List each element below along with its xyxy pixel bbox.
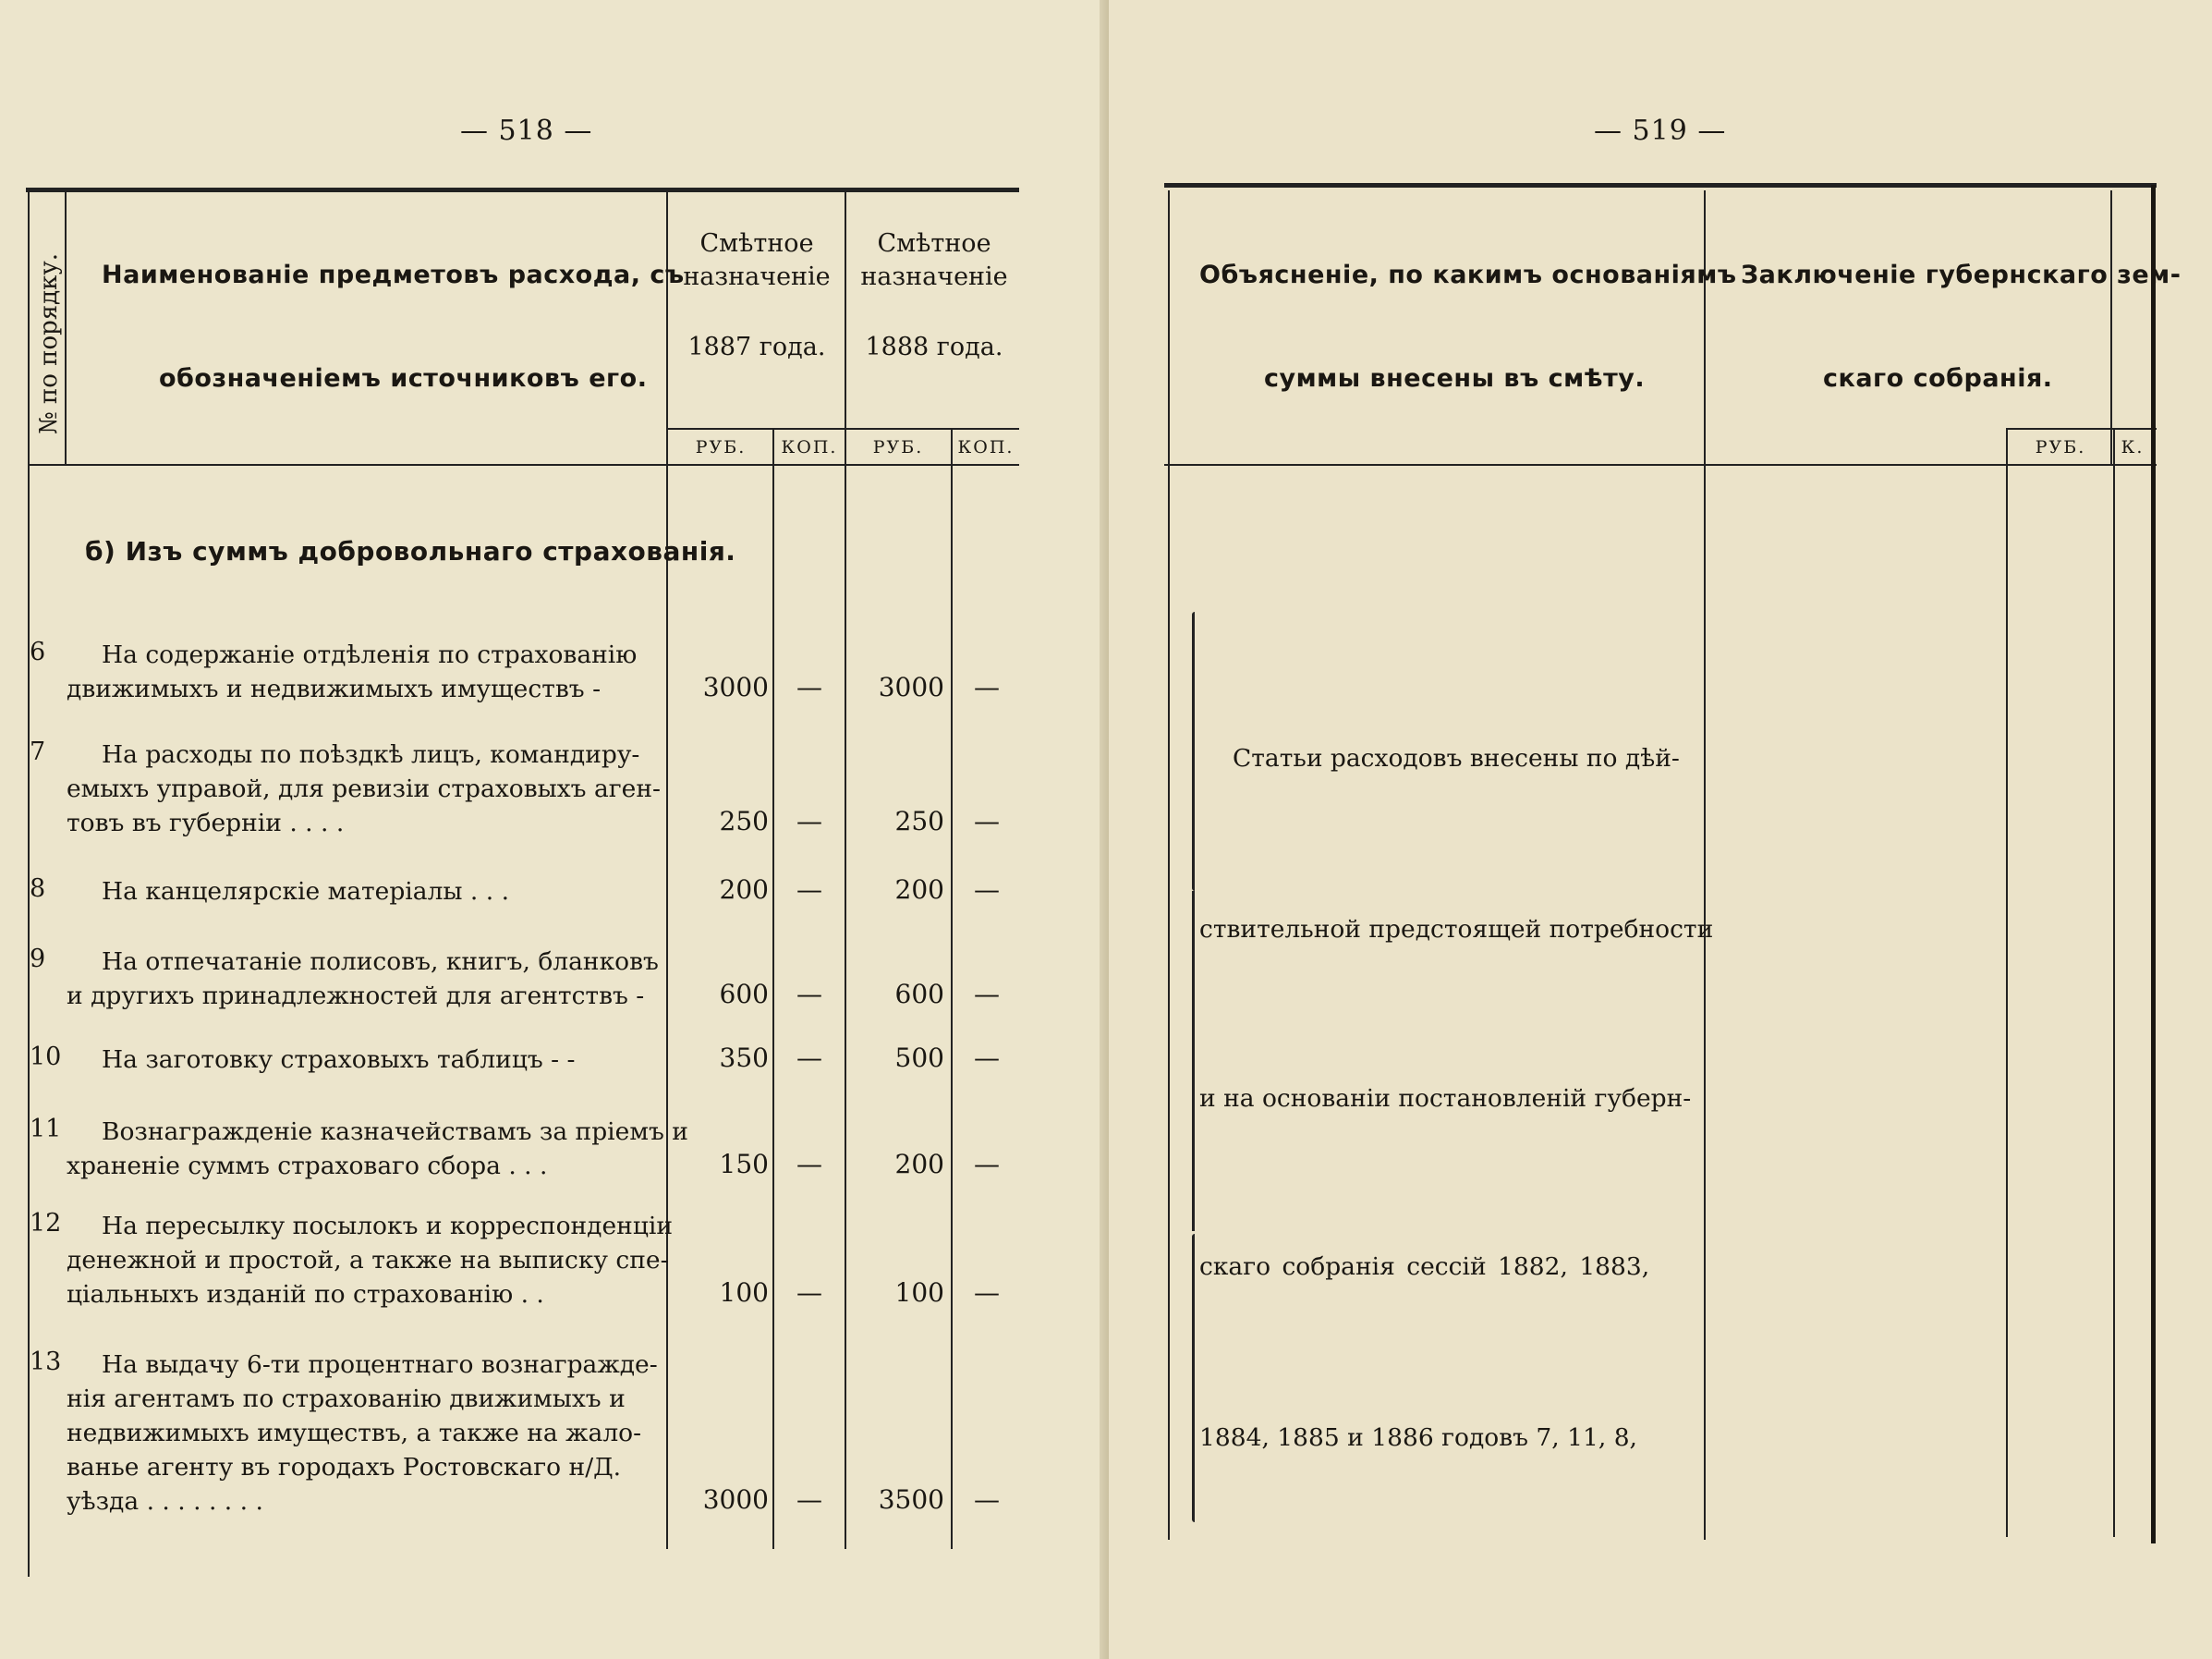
explanation-line-1: Статьи расходовъ внесены по дѣй- bbox=[1233, 744, 1680, 773]
row-text-line: ціальныхъ изданій по страхованію . . bbox=[67, 1280, 544, 1309]
explanation-line-4: скаго собранія сессій 1882, 1883, bbox=[1199, 1252, 1650, 1281]
row-text-line: ванье агенту въ городахъ Ростовскаго н/Д. bbox=[67, 1453, 622, 1482]
name-column-header-line1: Наименованіе предметовъ расхода, съ bbox=[102, 261, 685, 289]
explanation-column-divider bbox=[1704, 190, 1706, 1540]
k-column-divider bbox=[2113, 428, 2115, 1537]
page-number: — 518 — bbox=[460, 115, 593, 147]
value-1887-rub: 350 bbox=[719, 1043, 769, 1073]
row-text-line: нія агентамъ по страхованію движимыхъ и bbox=[67, 1385, 626, 1413]
row-text-line: Вознагражденіе казначействамъ за пріемъ и bbox=[102, 1117, 688, 1146]
col-1887-header-l3: 1887 года. bbox=[687, 333, 826, 361]
col-1888-header-l1: Смѣтное bbox=[877, 229, 991, 258]
subheader-rule bbox=[2007, 428, 2157, 430]
row-text-line: денежной и простой, а также на выписку спе- bbox=[67, 1246, 669, 1275]
row-number: 7 bbox=[30, 738, 46, 766]
right-order-divider bbox=[2110, 190, 2112, 464]
right-page bbox=[1109, 0, 2212, 1659]
value-1888-kop: — bbox=[974, 1043, 1000, 1073]
value-1887-kop: — bbox=[796, 1277, 822, 1308]
table-top-rule bbox=[1164, 183, 2157, 188]
row-text-line: На пересылку посылокъ и корреспонденціи bbox=[102, 1212, 674, 1240]
row-text-line: товъ въ губерніи . . . . bbox=[67, 809, 345, 837]
value-1888-rub: 3000 bbox=[878, 672, 944, 702]
value-1887-rub: 100 bbox=[719, 1277, 769, 1308]
explanation-header-line2: суммы внесены въ смѣту. bbox=[1264, 364, 1646, 393]
col-1887-header-l2: назначеніе bbox=[683, 262, 831, 291]
value-1888-rub: 250 bbox=[894, 806, 944, 836]
order-column-header: № по порядку. bbox=[35, 253, 63, 434]
row-text-line: На канцелярскіе матеріалы . . . bbox=[102, 877, 510, 906]
sub-kop-1887: КОП. bbox=[781, 437, 838, 457]
conclusion-header-line2: скаго собранія. bbox=[1823, 364, 2053, 393]
value-1887-kop: — bbox=[796, 1043, 822, 1073]
row-text-line: недвижимыхъ имуществъ, а также на жало- bbox=[67, 1419, 642, 1447]
explanation-line-2: ствительной предстоящей потребности bbox=[1199, 915, 1714, 944]
row-text-line: На выдачу 6-ти процентнаго вознагражде- bbox=[102, 1350, 658, 1379]
sub-rub-1887: РУБ. bbox=[695, 437, 747, 457]
row-text-line: храненіе суммъ страховаго сбора . . . bbox=[67, 1152, 548, 1180]
sub-k: К. bbox=[2121, 437, 2145, 457]
value-1888-kop: — bbox=[974, 874, 1000, 905]
brace-top bbox=[1192, 612, 1195, 891]
explanation-line-5: 1884, 1885 и 1886 годовъ 7, 11, 8, bbox=[1199, 1423, 1637, 1452]
rub-column-divider bbox=[2006, 428, 2008, 1537]
value-1887-kop: — bbox=[796, 806, 822, 836]
section-title: б) Изъ суммъ добровольнаго страхованія. bbox=[85, 536, 736, 567]
value-1887-kop: — bbox=[796, 979, 822, 1009]
explanation-header-line1: Объясненіе, по какимъ основаніямъ bbox=[1199, 261, 1737, 289]
value-1887-rub: 3000 bbox=[702, 672, 769, 702]
table-top-rule bbox=[26, 188, 1019, 192]
order-column-divider bbox=[65, 190, 67, 464]
header-bottom-rule bbox=[28, 464, 1019, 466]
row-number: 10 bbox=[30, 1043, 62, 1071]
value-1887-kop: — bbox=[796, 874, 822, 905]
col-1888-header bbox=[846, 227, 1022, 364]
value-1888-rub: 100 bbox=[894, 1277, 944, 1308]
kop-1888-divider bbox=[951, 428, 953, 1549]
value-1888-kop: — bbox=[974, 1484, 1000, 1515]
subheader-rule bbox=[667, 428, 1019, 430]
row-number: 8 bbox=[30, 874, 46, 903]
table-right-edge bbox=[2151, 185, 2156, 1543]
value-1888-kop: — bbox=[974, 1149, 1000, 1179]
sub-rub-1888: РУБ. bbox=[872, 437, 924, 457]
value-1888-kop: — bbox=[974, 806, 1000, 836]
value-1888-rub: 200 bbox=[894, 874, 944, 905]
table-left-edge bbox=[1168, 190, 1170, 1540]
row-number: 9 bbox=[30, 945, 46, 973]
sub-rub: РУБ. bbox=[2035, 437, 2086, 457]
col-1887-header bbox=[669, 227, 845, 364]
kop-1887-divider bbox=[772, 428, 774, 1549]
value-1887-rub: 150 bbox=[719, 1149, 769, 1179]
value-1887-kop: — bbox=[796, 1149, 822, 1179]
col-1887-header-l1: Смѣтное bbox=[699, 229, 814, 258]
value-1888-rub: 600 bbox=[894, 979, 944, 1009]
brace-bottom bbox=[1192, 1234, 1195, 1522]
value-1888-kop: — bbox=[974, 1277, 1000, 1308]
row-text-line: На заготовку страховыхъ таблицъ - - bbox=[102, 1045, 576, 1074]
brace-middle bbox=[1192, 891, 1195, 1231]
value-1887-kop: — bbox=[796, 672, 822, 702]
row-text-line: движимыхъ и недвижимыхъ имуществъ - bbox=[67, 675, 602, 703]
row-number: 12 bbox=[30, 1209, 62, 1238]
name-column-header-line2: обозначеніемъ источниковъ его. bbox=[159, 364, 648, 393]
row-text-line: емыхъ управой, для ревизіи страховыхъ аген- bbox=[67, 775, 661, 803]
value-1888-rub: 500 bbox=[894, 1043, 944, 1073]
name-column-divider bbox=[666, 190, 668, 1549]
value-1887-rub: 3000 bbox=[702, 1484, 769, 1515]
explanation-line-3: и на основаніи постановленій губерн- bbox=[1199, 1084, 1692, 1113]
row-number: 6 bbox=[30, 638, 46, 666]
page-number: — 519 — bbox=[1594, 115, 1727, 147]
value-1888-kop: — bbox=[974, 979, 1000, 1009]
value-1888-kop: — bbox=[974, 672, 1000, 702]
row-text-line: На расходы по поѣздкѣ лицъ, командиру- bbox=[102, 740, 640, 769]
row-number: 13 bbox=[30, 1348, 62, 1376]
col-1888-header-l3: 1888 года. bbox=[865, 333, 1003, 361]
row-text-line: На содержаніе отдѣленія по страхованію bbox=[102, 640, 638, 669]
year-1887-divider bbox=[845, 190, 846, 1549]
value-1887-rub: 250 bbox=[719, 806, 769, 836]
value-1887-kop: — bbox=[796, 1484, 822, 1515]
sub-kop-1888: КОП. bbox=[957, 437, 1015, 457]
row-text-line: и другихъ принадлежностей для агентствъ - bbox=[67, 982, 645, 1010]
value-1888-rub: 200 bbox=[894, 1149, 944, 1179]
conclusion-header-line1: Заключеніе губернскаго зем- bbox=[1741, 261, 2182, 289]
col-1888-header-l2: назначеніе bbox=[860, 262, 1008, 291]
row-text-line: На отпечатаніе полисовъ, книгъ, бланковъ bbox=[102, 947, 659, 976]
value-1888-rub: 3500 bbox=[878, 1484, 944, 1515]
value-1887-rub: 200 bbox=[719, 874, 769, 905]
value-1887-rub: 600 bbox=[719, 979, 769, 1009]
row-text-line: уѣзда . . . . . . . . bbox=[67, 1487, 263, 1516]
row-number: 11 bbox=[30, 1115, 62, 1143]
